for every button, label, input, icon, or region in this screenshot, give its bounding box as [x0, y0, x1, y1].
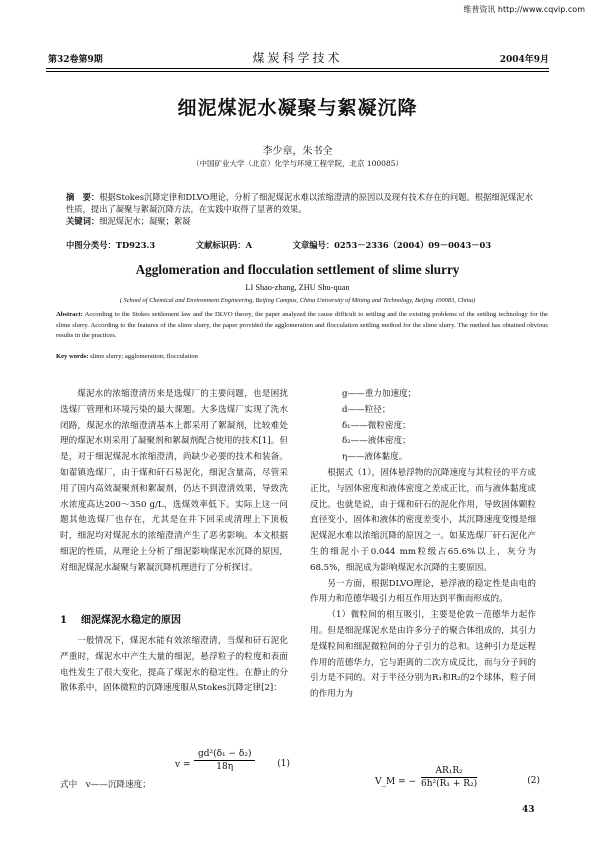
eq2-denominator: 6h²(R₁ + R₂) [421, 779, 478, 789]
clc-number: 中图分类号：TD923.3 [66, 240, 156, 250]
eq1-lhs: v = [175, 760, 191, 770]
keywords-en-label: Key words: [56, 353, 89, 360]
symbol-item: g——重力加速度； [342, 389, 417, 399]
symbol-item: δ₁——微粒密度； [342, 420, 411, 431]
abstract-cn [66, 191, 536, 227]
eq1-fraction [194, 749, 255, 772]
header-rule [46, 68, 549, 69]
intro-paragraph: 煤泥水的浓缩澄清历来是选煤厂的主要问题，也是困扰选煤厂管理和环境污染的最大课题。大多选煤厂实现了洗水闭路，煤泥水的浓缩澄清基本上都采用了絮凝剂，比较难处理的煤泥水则采用了凝聚剂和絮凝剂配合使用的技术[1]。但是，对于细泥煤泥水浓缩澄清，尚缺少必要的技术和装备。如翟镇选煤厂，由于煤和矸石易泥化，细泥含量高，尽管采用了国内高效凝聚剂和絮凝剂，仍达不到澄清效果，导致洗水浓度高达200～350 g/L，选煤效率低下。实际上这一问题其他选煤厂也存在，尤其是在井下回采或清理上下顶板时，细泥均对煤泥水的浓缩澄清产生了恶劣影响。本文根据细泥的性质，从理论上分析了细泥影响煤泥水沉降的原因，对细泥煤泥水凝聚与絮凝沉降机理进行了分析探讨。 [60, 389, 288, 573]
section-number: 1 [60, 615, 67, 626]
where-line: 式中 v——沉降速度； [60, 780, 151, 790]
eq2-fraction [421, 766, 477, 789]
abstract-en [56, 310, 548, 342]
keywords-cn: 细泥煤泥水；凝聚；絮凝 [99, 216, 191, 226]
body-right-column [310, 387, 536, 703]
eq2-number: (2) [527, 776, 540, 786]
watermark: 维普资讯 http://www.cqvip.com [463, 5, 585, 14]
eq1-denominator: 18η [216, 762, 234, 772]
abstract-cn-label: 摘 要： [66, 192, 100, 202]
affiliation-cn: （中国矿业大学（北京）化学与环境工程学院，北京 100085） [191, 159, 403, 168]
eq2-numerator: AR₁R₂ [421, 766, 477, 778]
paper-title-cn: 细泥煤泥水凝聚与絮凝沉降 [177, 97, 418, 119]
authors-en: LI Shao-zhang, ZHU Shu-quan [245, 283, 350, 292]
article-number: 文章编号：0253－2336（2004）09－0043－03 [292, 240, 492, 250]
section-paragraph: 一般情况下，煤泥水能有效浓缩澄清，当煤和矸石泥化严重时，煤泥水中产生大量的细泥，悬浮粒子的粒度和表面电性发生了很大变化，提高了煤泥水的稳定性。在静止的分散体系中，固体微粒的沉降速度服从Stokes沉降定律[2]： [60, 636, 288, 694]
eq1-number: (1) [277, 759, 290, 769]
body-left-column [60, 387, 288, 577]
right-paragraph-2: 另一方面，根据DLVO理论，悬浮液的稳定性是由电的作用力和范德华吸引力相互作用达到平衡而形成的。 [310, 578, 536, 605]
abstract-en-text: According to the Stokes settlement law and the DLVO theory, the paper analyzed the cause difficult to settling and the existing problems of the settling technology for the slime slurry. According to the features of the slime slurry, the paper provided the agglomeration and flocculation settling method for the slime slurry. The method has obtained obvious results in the practices. [56, 311, 548, 340]
keywords-en: slime slurry; agglomeration; flocculation [90, 353, 198, 360]
section-paragraph-container [60, 634, 288, 697]
header-rule-thin [46, 71, 549, 72]
classification-line [66, 239, 546, 251]
page-number: 43 [522, 805, 535, 815]
symbol-list [310, 387, 536, 466]
eq1-numerator: gd²(δ₁ − δ₂) [194, 749, 255, 761]
keywords-cn-label: 关键词： [66, 216, 100, 226]
header-date: 2004年9月 [499, 55, 549, 65]
abstract-cn-text: 根据Stokes沉降定律和DLVO理论，分析了细泥煤泥水难以浓缩澄清的原因以及现有技术存在的问题。根据细泥煤泥水性质，提出了凝聚与絮凝沉降方法，在实践中取得了显著的效果。 [66, 192, 533, 214]
symbol-item: δ₂——液体密度； [342, 436, 411, 447]
keywords-en-line [56, 353, 548, 360]
authors-cn: 李少章，朱书全 [262, 146, 333, 157]
affiliation-en: ( School of Chemical and Environment Engineering, Beijing Campus, China University of Mining and Technology, Beijing 100083, China) [119, 297, 476, 304]
eq2-lhs: V_M = − [375, 777, 417, 787]
right-paragraph-1: 根据式（1），固体悬浮物的沉降速度与其粒径的平方成正比，与固体密度和液体密度之差成正比，而与液体黏度成反比。也就是说，由于煤和矸石的泥化作用，导致固体颗粒直径变小，固体和液体的密度差变小，其沉降速度变慢是细泥煤泥水难以浓缩沉降的原因之一。如某选煤厂矸石泥化产生的细泥小于0.044 mm粒级占65.6%以上，灰分为68.5%，细泥成为影响煤泥水沉降的主要原因。 [310, 467, 536, 573]
right-paragraph-3: （1）微粒间的相互吸引，主要是伦敦－范德华力起作用。但是细泥煤泥水是由许多分子的聚合体组成的，其引力是煤粒间和细泥微粒间的分子引力的总和。这种引力是远程作用的范德华力，它与距离的二次方成反比，而与分子间的引力是不同的。对于半径分别为R₁和R₂的2个球体，粒子间的作用力为 [310, 610, 536, 700]
symbol-item: d——粒径； [342, 404, 391, 415]
header-volume: 第32卷第9期 [48, 55, 103, 65]
abstract-en-label: Abstract: [56, 311, 83, 318]
header-journal: 煤炭科学技术 [252, 51, 343, 65]
section-heading [60, 611, 195, 626]
symbol-item: η——液体黏度。 [342, 452, 408, 463]
section-title: 细泥煤泥水稳定的原因 [80, 615, 181, 626]
paper-title-en: Agglomeration and flocculation settlement of slime slurry [135, 262, 460, 277]
doc-code: 文献标识码：A [195, 240, 253, 250]
